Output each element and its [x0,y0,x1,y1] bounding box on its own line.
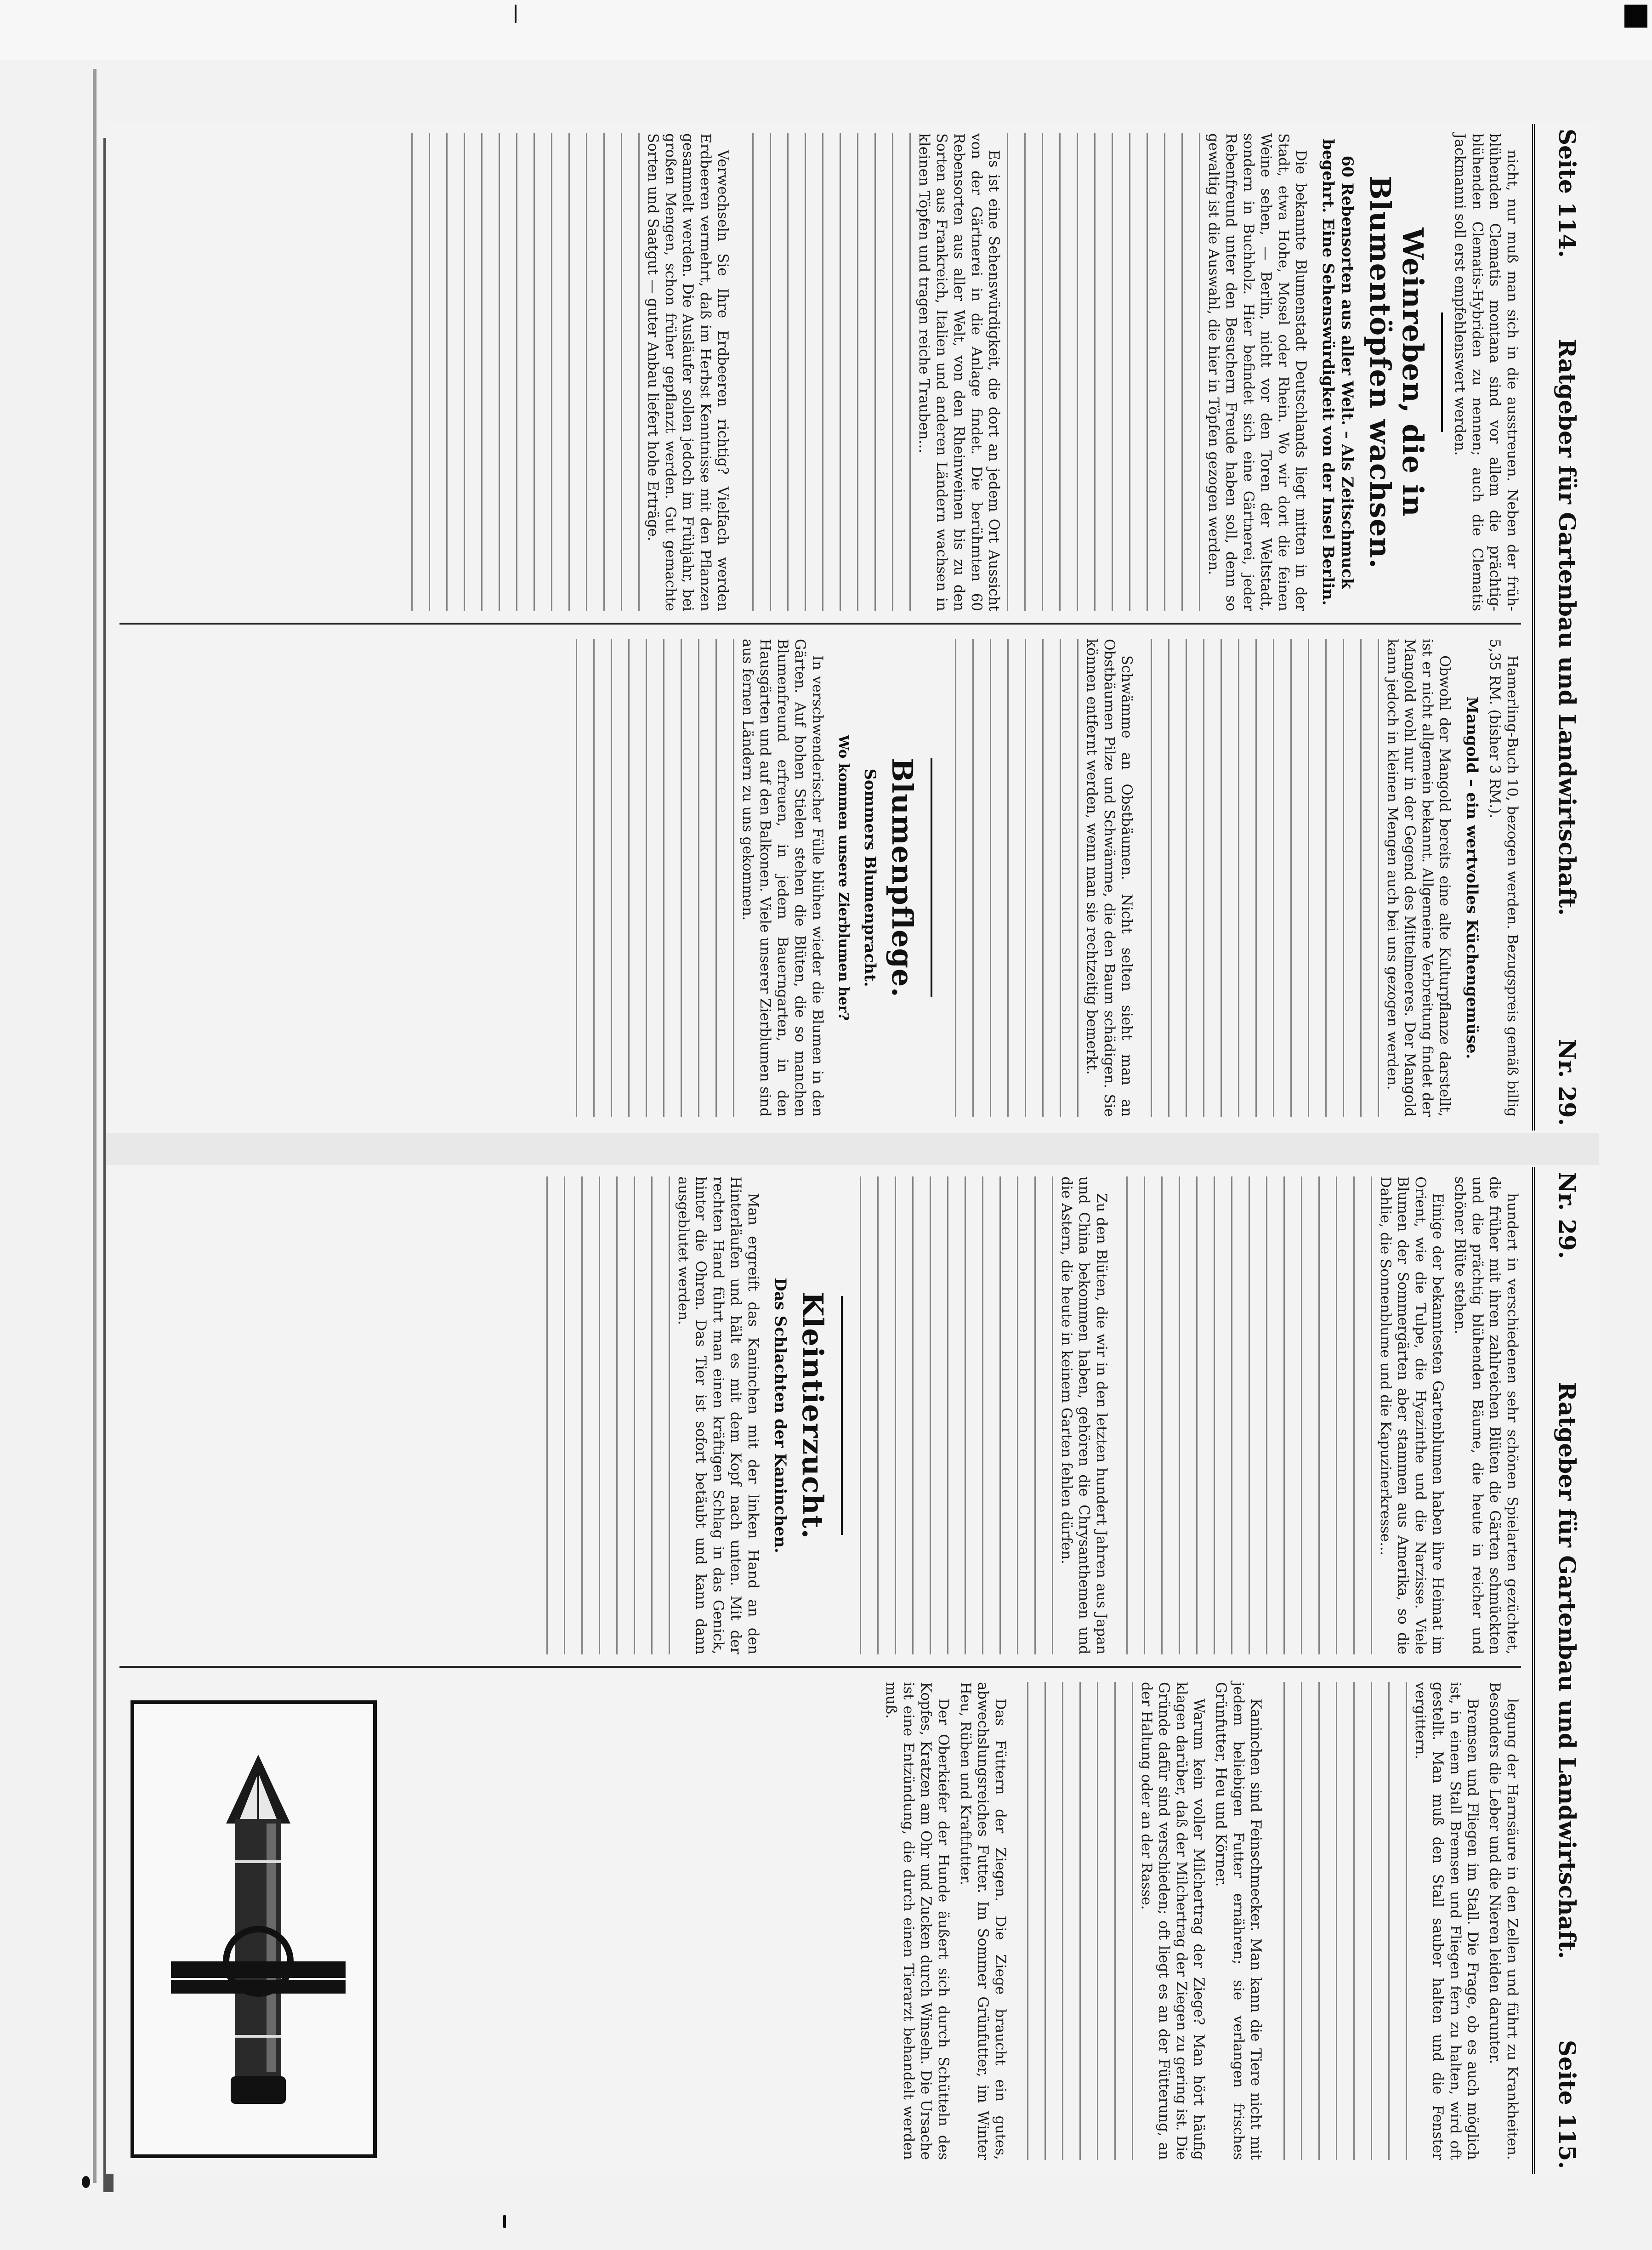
body-paragraph: Zu den Blüten, die wir in den letzten hundert Jahren aus Japan und China bekommen haben, gehören die Chrysanthemen und die Astern, die heute in keinem Garten fehlen dürfen. [1058,1176,1110,1654]
flower-question: Wo kommen unsere Zierblumen her? [835,734,852,1021]
section-heading: Mangold – ein wertvolles Küchengemüse. [1463,696,1481,1059]
article-title: Weinreben, die in Blumentöpfen wachsen. [1363,176,1430,569]
page-115 [106,1167,1599,2174]
body-text-block [1141,639,1380,1117]
page-114 [106,124,1599,1131]
intro-paragraph: hundert in verschiedenen sehr schönen Spielarten gezüchtet, die früher mit ihren zahlreichen Blüten die Gärten schmückten und die prächtig blühenden Bäume, die heute in reicher und schöner Blüte stehen. [1452,1176,1521,1654]
newspaper-spread [106,124,1599,2174]
body-paragraph: Warum kein voller Milchertrag der Ziege? Man hört häufig klagen darüber, daß der Milchertrag der Ziegen zu gering ist. Die Gründe dafür sind verschieden; oft liegt es an der Fütterung, an der Haltung oder an der Rasse. [1138,1682,1207,2160]
body-text-block [532,1176,670,1654]
intro-paragraph: Hamerling-Buch 10, bezogen werden. Bezugspreis gemäß billig 5,35 RM. (bisher 3 RM.). [1487,639,1521,1117]
column-rule [119,1666,1521,1668]
column-right [878,1682,1521,2160]
column-right [555,639,1521,1117]
article-paragraph: Es ist eine Sehenswürdigkeit, die dort an jedem Ort Aussicht von der Gärtnerei in die Anlage findet. Die berühmten 60 Rebensorten aus aller Welt, von den Rheinweinen bis zu den Sorten aus Frankreich, Italien und anderen Ländern wachsen in kleinen Töpfen und tragen reiche Trauben... [916,133,1003,611]
page-header [1532,1167,1599,2174]
divider [931,758,933,997]
page-number: Seite 115. [1554,2040,1581,2169]
body-text-block [1014,1682,1133,2160]
body-text-block [401,133,640,611]
body-text-block [1007,133,1200,611]
corner-registration-mark [1624,5,1647,28]
issue-number: Nr. 29. [1554,1039,1581,1126]
body-paragraph: Der Oberkiefer der Hunde äußert sich durch Schütteln des Kopfes, Kratzen am Ohr und Zucken durch Winseln. Die Ursache ist eine Entzündung, die durch einen Tierarzt behandelt werden muß. [883,1682,952,2160]
ink-smudge [503,2215,506,2228]
column-left [528,1176,1521,1654]
fold-line [93,69,97,2183]
section-paragraph: Obwohl der Mangold bereits eine alte Kulturpflanze darstellt, ist er nicht allgemein bekannt. Allgemeine Verbreitung findet der Mangold wohl nur in der Gegend des Mittelmeeres. Der Mangold kann jedoch in kleinen Mengen auch bei uns gezogen werden. [1384,639,1453,1117]
flower-title: Blumenpflege. [886,758,920,998]
running-title: Ratgeber für Gartenbau und Landwirtschaft. [1554,339,1581,916]
divider [1441,312,1443,432]
page-number: Seite 114. [1554,129,1581,258]
kleintier-paragraph: Man ergreift das Kaninchen mit der linken Hand an den Hinterläufen und hält es mit dem Kopf nach unten. Mit der rechten Hand führt man einen kräftigen Schlag in das Genick, hinter die Ohren. Das Tier ist sofort betäubt und kann dann ausgeblutet werden. [675,1176,762,1654]
article-paragraph: Die bekannte Blumenstadt Deutschlands liegt mitten in der Stadt, etwa Hohe, Mosel oder Rhein. Wo wir dort die feinen Weine sehen, — Berlin, nicht vor den Toren der Weltstadt, sondern in Buchholz. Hier befindet sich eine Gärtnerei, jeder Rebenfreund unter den Besuchern Freude haben soll, denn so gewaltig ist die Auswahl, die hier in Töpfen gezogen werden. [1205,133,1310,611]
center-gutter [106,1133,1599,1165]
body-text-block [1269,1682,1407,2160]
body-text-block [736,133,911,611]
issue-number: Nr. 29. [1554,1172,1581,1259]
divider [841,1296,843,1535]
body-paragraph: Kaninchen sind Feinschmecker. Man kann die Tiere nicht mit jedem beliebigen Futter ernähren; sie verlangen frisches Grünfutter, Heu und Körner. [1213,1682,1264,2160]
kleintier-heading: Das Schlachten der Kaninchen. [771,1278,789,1553]
body-text-block [851,1176,1053,1654]
running-title: Ratgeber für Gartenbau und Landwirtschaft. [1554,1382,1581,1959]
body-paragraph: Bremsen und Fliegen im Stall. Die Frage, ob es auch möglich ist, in einem Stall Bremsen und Fliegen fern zu halten, wird oft gestellt. Man muß den Stall sauber halten und die Fenster vergittern. [1412,1682,1481,2160]
ink-smudge [515,5,517,23]
page-header [1532,124,1599,1131]
flower-subtitle: Sommers Blumenpracht. [861,768,880,987]
body-paragraph: Das Füttern der Ziegen. Die Ziege braucht ein gutes, abwechslungsreiches Futter. Im Sommer Grünfutter, im Winter Heu, Rüben und Kraftfutter. [957,1682,1009,2160]
column-left [396,133,1521,611]
body-text-block [941,639,1079,1117]
body-text-block [560,639,734,1117]
section-paragraph: Schwämme an Obstbäumen. Nicht selten sieht man an Obstbäumen Pilze und Schwämme, die den Baum schädigen. Sie können entfernt werden, wenn man sie rechtzeitig bemerkt. [1084,639,1135,1117]
flower-paragraph: In verschwenderischer Fülle blühen wieder die Blumen in den Gärten. Auf hohen Stielen stehen die Blüten, die so manchen Blumenfreund erfreuen, in jedem Bauerngarten, in den Hausgärten und auf den Balkonen. Viele unserer Zierblumen sind aus fernen Ländern zu uns gekommen. [739,639,826,1117]
scan-margin-top [0,0,1652,60]
body-text-block [1115,1176,1372,1654]
article-paragraph: Verwechseln Sie Ihre Erdbeeren richtig? Vielfach werden Erdbeeren vermehrt, daß im Herbst Kenntnisse mit den Pflanzen gesammelt werden. Die Ausläufer sollen jedoch im Frühjahr, bei großen Mengen, schon früher gepflanzt werden. Gut gemachte Sorten und Saatgut — guter Anbau liefert hohe Erträge. [645,133,732,611]
body-paragraph: Einige der bekanntesten Gartenblumen haben ihre Heimat im Orient, wie die Tulpe, die Hyazinthe und die Narzisse. Viele Blumen der Sommergärten aber stammen aus Amerika, so die Dahlie, die Sonnenblume und die Kapuzinerkresse... [1377,1176,1446,1654]
ink-smudge [82,2176,90,2188]
kleintier-title: Kleintierzucht. [796,1291,829,1540]
article-subtitle: 60 Rebensorten aus aller Welt. – Als Zeitschmuck begehrt. Eine Sehenswürdigkeit von der Insel Berlin. [1318,139,1357,606]
pen-nib-icon [142,1704,373,2147]
column-rule [119,623,1521,625]
intro-paragraph: nicht, nur muß man sich in die ausstreuen. Neben der früh-blühenden Clematis montana sind vor allem die prächtig-blühenden Clematis-Hybriden zu nennen; auch die Clematis Jackmanni soll erst empfehlenswert werden. [1452,133,1521,611]
advertisement [131,1700,377,2158]
intro-paragraph: legung der Harnsäure in den Zellen und führt zu Krankheiten. Besonders die Leber und die Nieren leiden darunter. [1487,1682,1521,2160]
